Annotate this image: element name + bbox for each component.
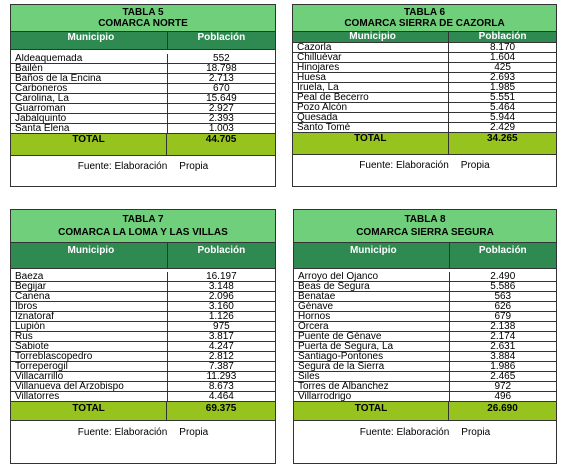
table-row [11,352,275,362]
table-row [11,114,275,124]
municipio-cell: Huesa [297,73,326,82]
total-label: TOTAL [354,403,388,414]
municipio-cell: Siles [298,372,320,381]
poblacion-cell: 1.604 [448,53,556,62]
municipio-cell: Peal de Becerro [297,93,369,102]
poblacion-cell: 1.986 [449,362,556,371]
total-row [294,402,556,421]
column-header-municipio: Municipio [67,32,115,43]
poblacion-cell: 626 [449,302,556,311]
municipio-cell: Benatae [298,292,336,301]
total-row [11,402,275,421]
poblacion-cell: 2.927 [167,104,275,113]
source-label: Fuente: Elaboración [77,427,168,438]
table-row [293,83,556,93]
poblacion-cell: 2.713 [167,74,275,83]
table-row [293,63,556,73]
table-row [293,113,556,123]
municipio-cell: Iznatoraf [15,312,54,321]
poblacion-cell: 5.551 [448,93,556,102]
table-row [294,332,556,342]
table-rows [11,272,275,402]
table-row [11,372,275,382]
source-value: Propia [179,161,209,172]
poblacion-cell: 2.693 [448,73,556,82]
total-row [293,133,556,155]
column-header-row [294,243,556,269]
municipio-cell: Torres de Albanchez [298,382,389,391]
municipio-cell: Canena [15,292,51,301]
municipio-cell: Villarrodrigo [298,392,352,401]
table-row [294,342,556,352]
poblacion-cell: 2.631 [449,342,556,351]
table-5 [10,4,276,187]
table-row [294,312,556,322]
poblacion-cell: 4.247 [167,342,275,351]
poblacion-cell: 670 [167,84,275,93]
table-row [293,53,556,63]
source-value: Propia [461,427,491,438]
municipio-cell: Beas de Segura [298,282,370,291]
table-header [11,210,275,243]
source-note [11,421,275,438]
poblacion-cell: 496 [449,392,556,401]
municipio-cell: Aldeaquemada [15,54,83,63]
municipio-cell: Villacarrillo [15,372,64,381]
table-row [293,43,556,53]
table-row [294,302,556,312]
table-row [11,322,275,332]
poblacion-cell: 3.148 [167,282,275,291]
column-header-row [293,32,556,43]
municipio-cell: Torreblascopedro [15,352,93,361]
poblacion-cell: 4.464 [167,392,275,401]
poblacion-cell: 2.096 [167,292,275,301]
source-note [293,155,556,171]
table-title: TABLA 8 [404,214,446,225]
municipio-cell: Lupión [15,322,46,331]
municipio-cell: Jabalquinto [15,114,67,123]
table-row [294,362,556,372]
poblacion-cell: 16.197 [167,272,275,281]
table-rows [11,54,275,134]
table-6 [292,4,557,187]
table-row [11,74,275,84]
table-title: TABLA 5 [122,7,164,18]
table-row [11,392,275,402]
poblacion-cell: 1.985 [448,83,556,92]
column-header-municipio: Municipio [67,245,115,256]
poblacion-cell: 1.003 [167,124,275,133]
table-row [11,94,275,104]
total-value: 44.705 [166,134,275,155]
poblacion-cell: 3.817 [167,332,275,341]
table-row [294,282,556,292]
table-subtitle: COMARCA SIERRA DE CAZORLA [344,18,505,29]
municipio-cell: Pozo Alcón [297,103,348,112]
source-note [11,156,275,172]
municipio-cell: Arroyo del Ojanco [298,272,379,281]
table-title: TABLA 6 [403,7,446,18]
table-title: TABLA 7 [122,214,164,225]
table-row [11,292,275,302]
municipio-cell: Baños de la Encina [15,74,102,83]
poblacion-cell: 2.429 [448,123,556,132]
table-row [294,352,556,362]
table-subtitle: COMARCA NORTE [98,18,188,29]
column-header-poblacion: Población [448,32,556,42]
table-7 [10,209,276,464]
poblacion-cell: 18.798 [167,64,275,73]
poblacion-cell: 972 [449,382,556,391]
municipio-cell: Carboneros [15,84,68,93]
table-row [293,93,556,103]
municipio-cell: Segura de la Sierra [298,362,385,371]
table-header [294,210,556,243]
municipio-cell: Chilluévar [297,53,342,62]
table-row [293,73,556,83]
municipio-cell: Cazorla [297,43,332,52]
source-note [294,421,556,438]
poblacion-cell: 15.649 [167,94,275,103]
table-row [11,124,275,134]
column-header-poblacion: Población [167,243,275,268]
table-row [11,342,275,352]
municipio-cell: Orcera [298,322,329,331]
table-row [11,282,275,292]
municipio-cell: Hinojares [297,63,340,72]
table-8 [293,209,557,464]
municipio-cell: Carolina, La [15,94,69,103]
poblacion-cell: 2.490 [449,272,556,281]
poblacion-cell: 3.160 [167,302,275,311]
municipio-cell: Ibros [15,302,38,311]
table-row [293,123,556,133]
municipio-cell: Santo Tomé [297,123,351,132]
table-rows [293,43,556,133]
poblacion-cell: 8.673 [167,382,275,391]
poblacion-cell: 5.586 [449,282,556,291]
municipio-cell: Puerta de Segura, La [298,342,394,351]
table-row [11,64,275,74]
source-value: Propia [460,160,490,171]
municipio-cell: Torreperogil [15,362,68,371]
total-value: 26.690 [448,402,556,420]
municipio-cell: Quesada [297,113,338,122]
column-header-poblacion: Población [167,32,275,49]
municipio-cell: Bailén [15,64,43,73]
municipio-cell: Baeza [15,272,44,281]
table-row [11,272,275,282]
table-rows [294,272,556,402]
table-row [294,292,556,302]
column-header-municipio: Municipio [349,245,397,256]
poblacion-cell: 2.812 [167,352,275,361]
municipio-cell: Génave [298,302,334,311]
column-header-poblacion: Población [449,243,556,268]
table-row [294,392,556,402]
municipio-cell: Hornos [298,312,331,321]
poblacion-cell: 2.393 [167,114,275,123]
column-header-row [11,243,275,269]
table-row [11,332,275,342]
total-label: TOTAL [72,403,105,414]
poblacion-cell: 3.884 [449,352,556,361]
total-row [11,134,275,156]
poblacion-cell: 975 [167,322,275,331]
total-value: 34.265 [448,133,556,154]
municipio-cell: Puente de Génave [298,332,382,341]
total-label: TOTAL [72,134,105,145]
table-subtitle: COMARCA SIERRA SEGURA [356,227,494,238]
table-header [293,5,556,32]
table-subtitle: COMARCA LA LOMA Y LAS VILLAS [58,227,228,238]
poblacion-cell: 425 [448,63,556,72]
table-row [11,104,275,114]
poblacion-cell: 563 [449,292,556,301]
table-row [294,382,556,392]
table-row [11,302,275,312]
table-row [293,103,556,113]
poblacion-cell: 8.170 [448,43,556,52]
table-row [294,322,556,332]
municipio-cell: Villatorres [15,392,60,401]
poblacion-cell: 1.126 [167,312,275,321]
column-header-row [11,32,275,50]
municipio-cell: Guarroman [15,104,66,113]
total-label: TOTAL [354,133,387,144]
poblacion-cell: 2.465 [449,372,556,381]
table-header [11,5,275,32]
source-label: Fuente: Elaboración [77,161,168,172]
table-row [294,372,556,382]
poblacion-cell: 552 [167,54,275,63]
municipio-cell: Begijar [15,282,47,291]
municipio-cell: Villanueva del Arzobispo [15,382,124,391]
source-label: Fuente: Elaboración [359,160,449,171]
column-header-municipio: Municipio [349,31,396,42]
source-label: Fuente: Elaboración [359,427,450,438]
municipio-cell: Santiago-Pontones [298,352,384,361]
source-value: Propia [179,427,209,438]
total-value: 69.375 [166,402,275,420]
municipio-cell: Iruela, La [297,83,339,92]
table-row [11,382,275,392]
poblacion-cell: 5.464 [448,103,556,112]
poblacion-cell: 2.138 [449,322,556,331]
poblacion-cell: 2.174 [449,332,556,341]
municipio-cell: Santa Elena [15,124,70,133]
municipio-cell: Sabiote [15,342,49,351]
table-row [294,272,556,282]
table-row [11,312,275,322]
poblacion-cell: 679 [449,312,556,321]
poblacion-cell: 7.387 [167,362,275,371]
poblacion-cell: 5.944 [448,113,556,122]
poblacion-cell: 11.293 [167,372,275,381]
municipio-cell: Rus [15,332,33,341]
